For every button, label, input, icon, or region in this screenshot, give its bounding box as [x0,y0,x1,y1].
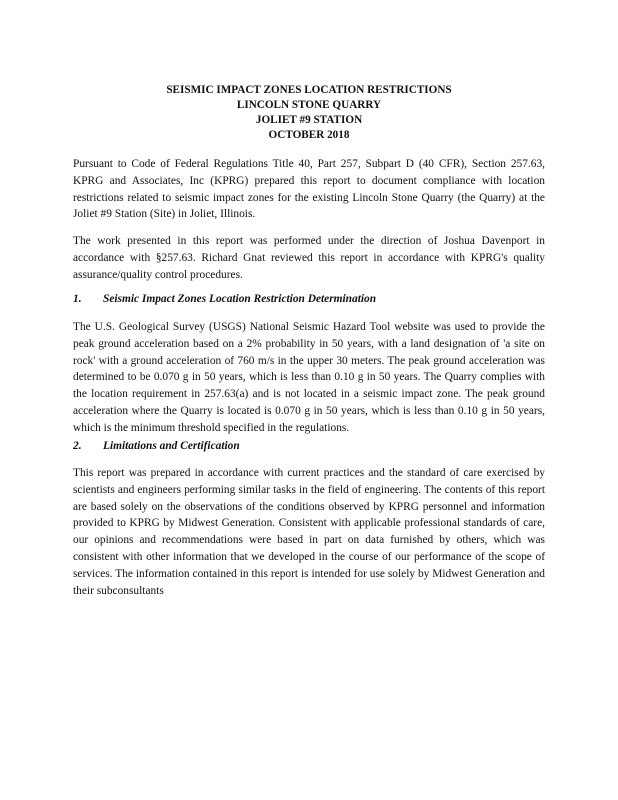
limitations-paragraph: This report was prepared in accordance with current practices and the standard of care exercised by scientists and engineers performing similar tasks in the field of engineering. The contents of this report are based solely on the observations of the conditions observed by KPRG personnel and information provided to KPRG by Midwest Generation. Consistent with applicable professional standards of care, our opinions and recommendations were based in part on data furnished by others, which was consistent with other information that we developed in the course of our performance of the scope of services. The information contained in this report is intended for use solely by Midwest Generation and their subconsultants [73,467,545,597]
section-heading-2 [73,439,545,454]
title-line-3: JOLIET #9 STATION [255,114,363,126]
intro-paragraph: Pursuant to Code of Federal Regulations Title 40, Part 257, Subpart D (40 CFR), Section 257.63, KPRG and Associates, Inc (KPRG) prepared this report to document compliance with location restrictions related to seismic impact zones for the existing Lincoln Stone Quarry (the Quarry) at the Joliet #9 Station (Site) in Joliet, Illinois. [73,158,545,221]
document-title-block [74,83,544,143]
section-title-1: Seismic Impact Zones Location Restriction Determination [103,293,377,305]
direction-paragraph: The work presented in this report was performed under the direction of Joshua Davenport in accordance with §257.63. Richard Gnat reviewed this report in accordance with KPRG's quality assurance/quality control procedures. [73,235,545,281]
title-line-4: OCTOBER 2018 [268,129,350,141]
section-number-2: 2. [73,440,82,452]
section-number-1: 1. [73,293,82,305]
section-heading-1 [73,292,545,307]
section-title-2: Limitations and Certification [103,440,240,452]
title-line-2: LINCOLN STONE QUARRY [236,99,382,111]
determination-paragraph: The U.S. Geological Survey (USGS) National Seismic Hazard Tool website was used to provide the peak ground acceleration based on a 2% probability in 50 years, with a land designation of 'a site on rock' with a ground acceleration of 760 m/s in the upper 30 meters. The peak ground acceleration was determined to be 0.070 g in 50 years, which is less than 0.10 g in 50 years. The Quarry complies with the location requirement in 257.63(a) and is not located in a seismic impact zone. The peak ground acceleration where the Quarry is located is 0.070 g in 50 years, which is less than 0.10 g in 50 years, which is the minimum threshold specified in the regulations. [73,321,545,434]
title-line-1: SEISMIC IMPACT ZONES LOCATION RESTRICTIONS [166,84,452,96]
